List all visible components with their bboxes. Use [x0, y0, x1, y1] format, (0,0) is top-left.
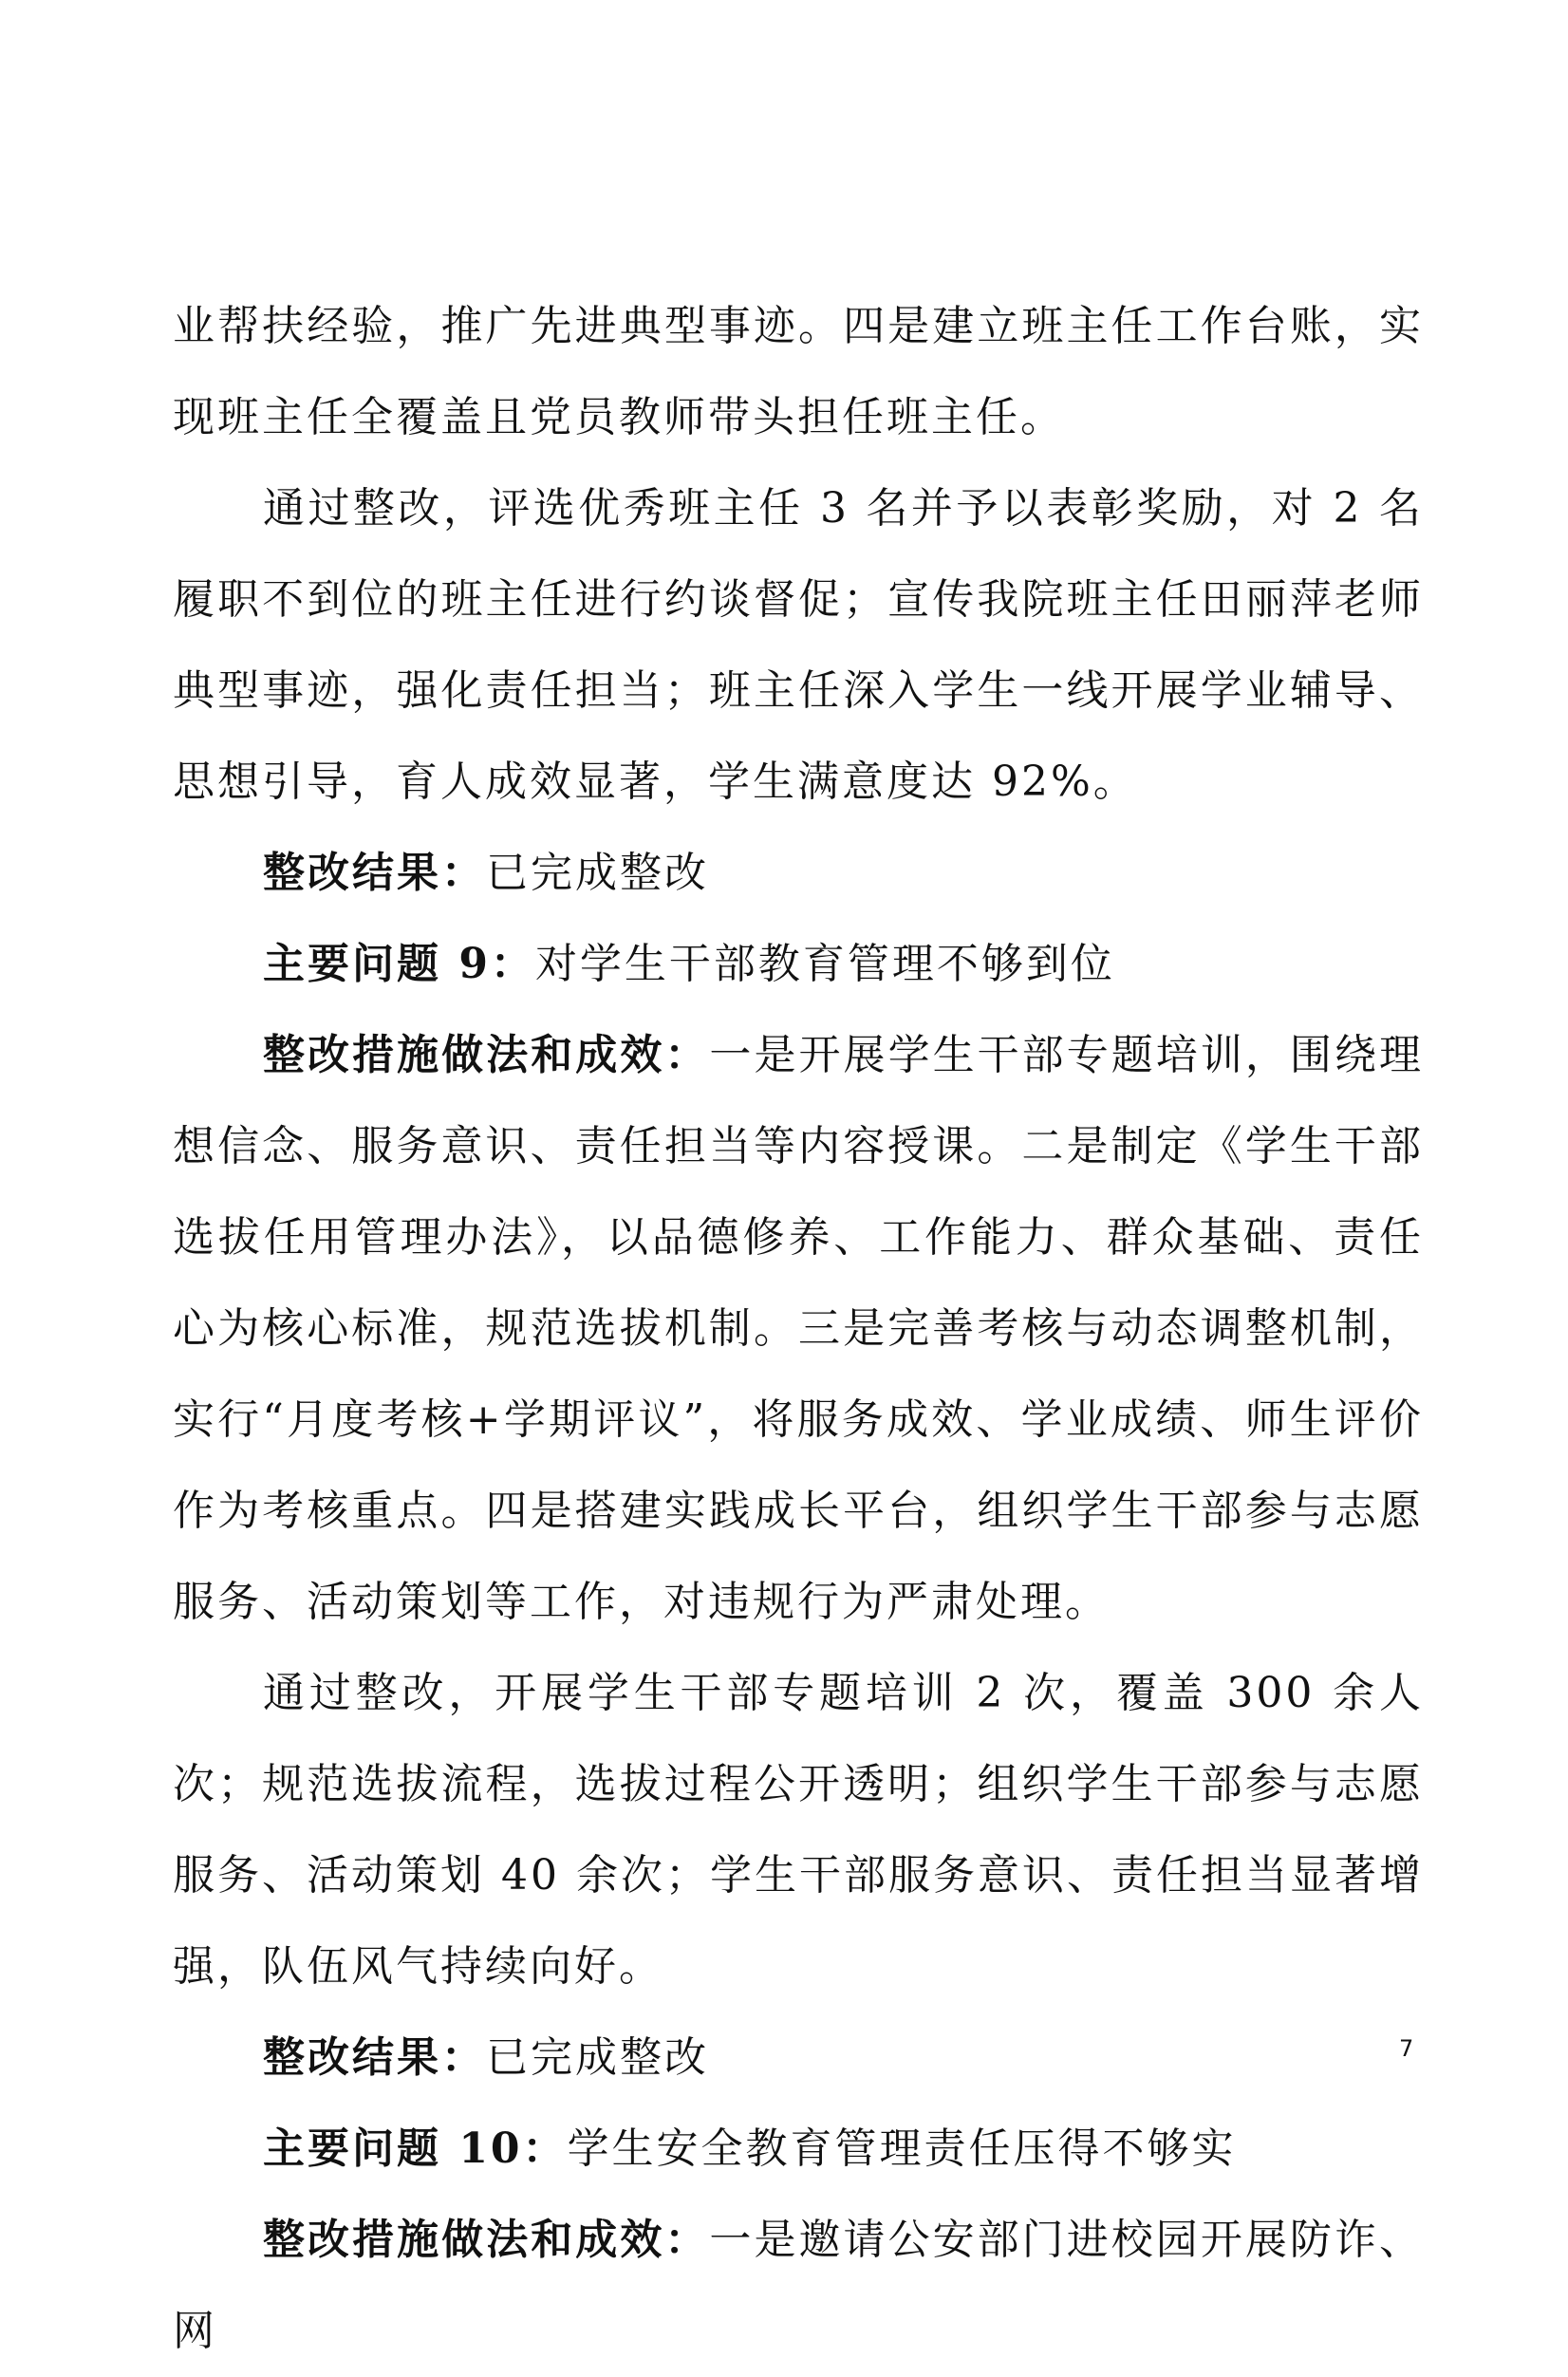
paragraph-text: 通过整改，开展学生干部专题培训 2 次，覆盖 300 余人次；规范选拔流程，选拔过程公开透明；组织学生干部参与志愿服务、活动策划 40 余次；学生干部服务意识、责任担当显著增强，队伍风气持续向好。: [173, 1669, 1424, 1991]
measures-text: 一是邀请公安部门进校园开展防诈、网: [173, 2216, 1425, 2355]
rectification-result-cadre: [173, 2012, 1424, 2104]
measures-text: 一是开展学生干部专题培训，围绕理想信念、服务意识、责任担当等内容授课。二是制定《学生干部选拔任用管理办法》，以品德修养、工作能力、群众基础、责任心为核心标准，规范选拔机制。三是完善考核与动态调整机制，实行“月度考核+学期评议”，将服务成效、学业成绩、师生评价作为考核重点。四是搭建实践成长平台，组织学生干部参与志愿服务、活动策划等工作，对违规行为严肃处理。: [173, 1031, 1425, 1626]
main-issue-10: [173, 2104, 1424, 2195]
measures-10: [173, 2195, 1424, 2377]
main-issue-9: [173, 919, 1424, 1010]
measures-9: [173, 1010, 1424, 1648]
rectification-result-9: [173, 828, 1424, 919]
document-body: [173, 281, 1424, 2377]
issue-label: 主要问题 9：: [263, 940, 535, 988]
measures-label: 整改措施做法和成效：: [263, 2216, 710, 2264]
result-text: 已完成整改: [486, 849, 709, 897]
paragraph-text: 通过整改，评选优秀班主任 3 名并予以表彰奖励，对 2 名履职不到位的班主任进行约谈督促；宣传我院班主任田丽萍老师典型事迹，强化责任担当；班主任深入学生一线开展学业辅导、思想引导，育人成效显著，学生满意度达 92%。: [173, 484, 1424, 806]
result-label: 整改结果：: [263, 2033, 486, 2082]
result-label: 整改结果：: [263, 849, 486, 897]
issue-label: 主要问题 10：: [263, 2124, 568, 2173]
page-number: 7: [1399, 2035, 1414, 2062]
issue-text: 对学生干部教育管理不够到位: [534, 940, 1115, 988]
paragraph-class-teacher-results: [173, 463, 1424, 828]
measures-label: 整改措施做法和成效：: [263, 1031, 710, 1079]
paragraph-text: 业帮扶经验，推广先进典型事迹。四是建立班主任工作台账，实现班主任全覆盖且党员教师带头担任班主任。: [173, 302, 1424, 441]
paragraph-student-cadre-results: [173, 1648, 1424, 2012]
result-text: 已完成整改: [486, 2033, 709, 2082]
paragraph-continuation: [173, 281, 1424, 463]
issue-text: 学生安全教育管理责任压得不够实: [567, 2124, 1237, 2173]
